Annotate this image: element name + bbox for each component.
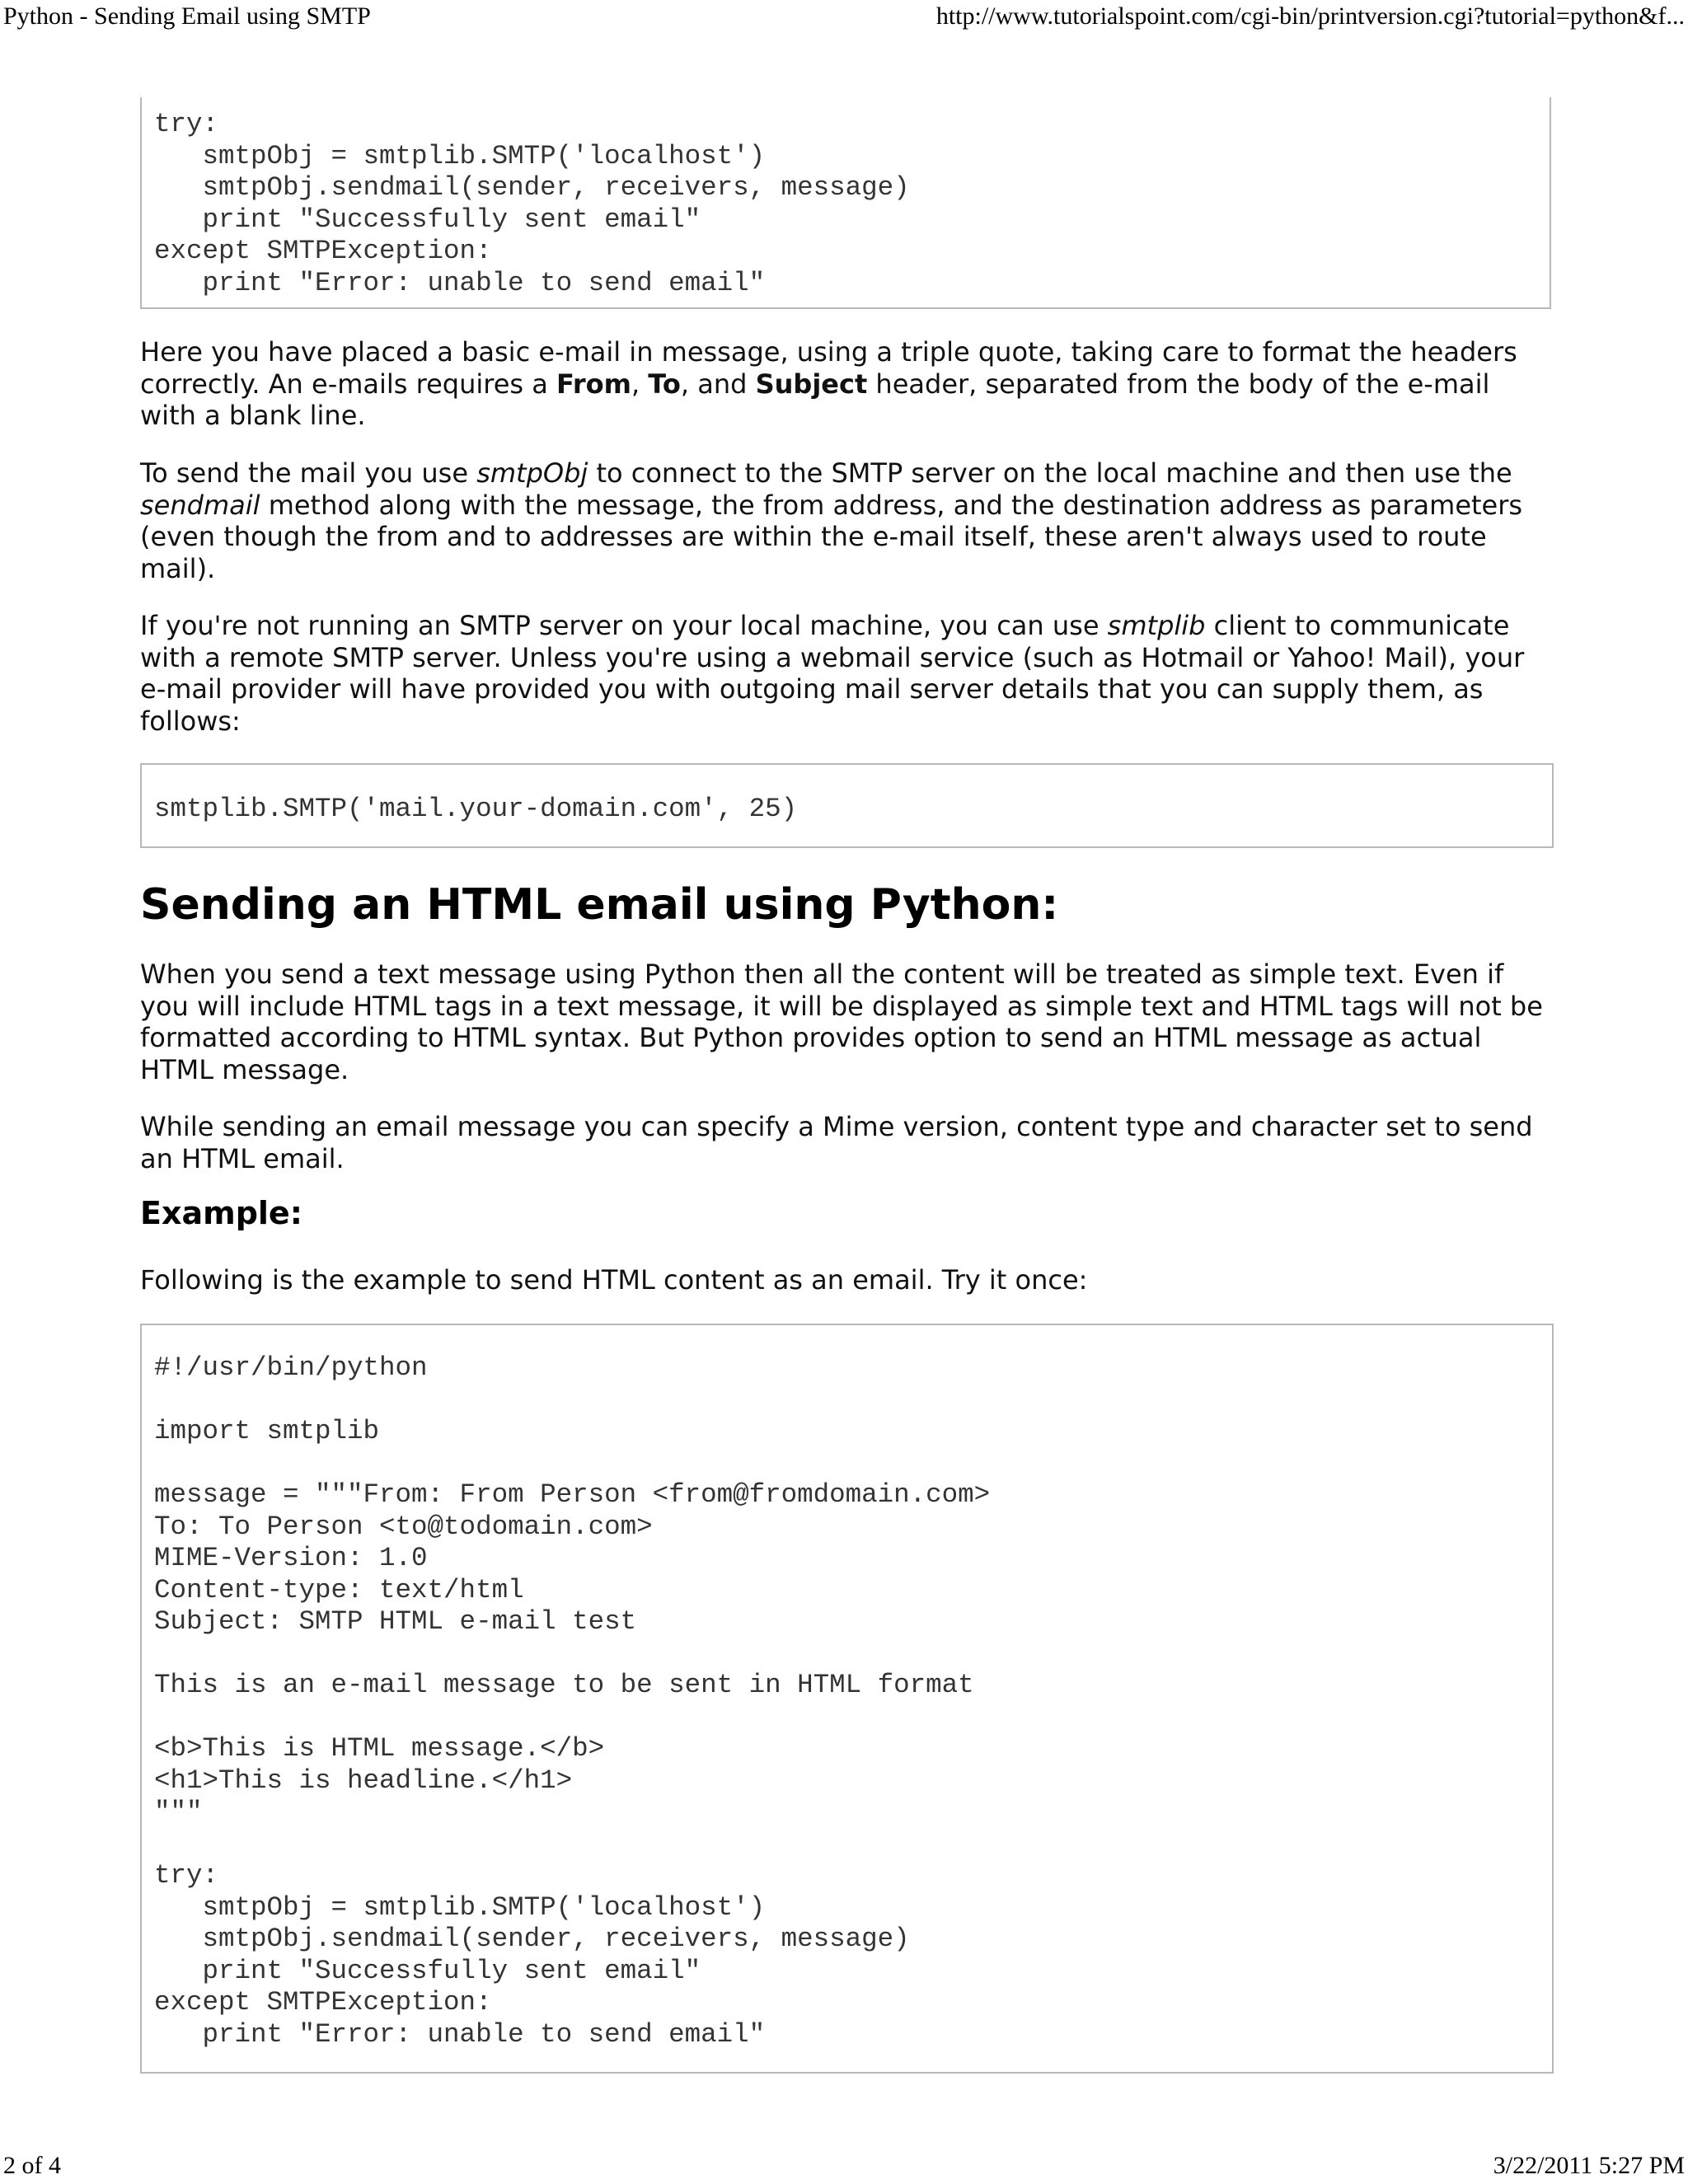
code-block-smtp-remote: [140, 763, 1554, 848]
paragraph-remote-server: If you're not running an SMTP server on your local machine, you can use smtplib client to communicate with a remote SMTP server. Unless you're using a webmail service (such as Hotmail or Yahoo! Mail), your e-mail provider will have provided you with outgoing mail server details that you can supply them, as follows:: [140, 610, 1525, 737]
paragraph-mime: While sending an email message you can specify a Mime version, content type and character set to send an HTML email.: [140, 1111, 1533, 1174]
print-footer: [0, 2151, 1688, 2181]
term-sendmail: sendmail: [140, 489, 260, 521]
keyword-from: From: [556, 368, 631, 400]
paragraph-send-mail: To send the mail you use smtpObj to connect to the SMTP server on the local machine and then use the sendmail method along with the message, the from address, and the destination address as parameters (even though the from and to addresses are within the e-mail itself, these aren't always used to route mail).: [140, 457, 1523, 584]
keyword-to: To: [648, 368, 681, 400]
term-smtpobj: smtpObj: [476, 457, 588, 489]
print-datetime: 3/22/2011 5:27 PM: [1493, 2152, 1685, 2179]
page-url: http://www.tutorialspoint.com/cgi-bin/printversion.cgi?tutorial=python&f...: [935, 2, 1685, 30]
section-heading: Sending an HTML email using Python:: [140, 880, 1059, 930]
keyword-subject: Subject: [755, 368, 868, 400]
paragraph-html-intro: When you send a text message using Python then all the content will be treated as simple text. Even if you will include HTML tags in a text message, it will be displayed as simple text and HTML tags will not be formatted according to HTML syntax. But Python provides option to send an HTML message as actual HTML message.: [140, 958, 1543, 1085]
code-text: smtplib.SMTP('mail.your-domain.com', 25): [154, 794, 798, 824]
example-heading: Example:: [140, 1195, 302, 1231]
term-smtplib: smtplib: [1107, 610, 1206, 641]
page-title: Python - Sending Email using SMTP: [3, 2, 371, 30]
paragraph-example-intro: Following is the example to send HTML content as an email. Try it once:: [140, 1264, 1088, 1296]
page-number: 2 of 4: [3, 2152, 61, 2179]
code-text: try: smtpObj = smtplib.SMTP('localhost') smtpObj.sendmail(sender, receivers, message) print "Successfully sent email" except SMTPException: print "Error: unable to send email": [154, 109, 910, 298]
print-header: [0, 2, 1688, 31]
paragraph-message-headers: Here you have placed a basic e-mail in message, using a triple quote, taking care to format the headers correctly. An e-mails requires a From, To, and Subject header, separated from the body of the e-mail with a blank line.: [140, 336, 1517, 431]
code-block-try-except: [140, 97, 1551, 309]
code-block-html-email: [140, 1324, 1554, 2074]
code-text: #!/usr/bin/python import smtplib message = """From: From Person <from@fromdomain.com> To: To Person <to@todomain.com> MIME-Version: 1.0 Content-type: text/html Subject: SMTP HTML e-mail test This is an e-mail message to be sent in HTML format <b>This is HTML message.</b> <h1>This is headline.</h1> """ try: smtpObj = smtplib.SMTP('localhost') smtpObj.sendmail(sender, receivers, message) print "Successfully sent email" except SMTPException: print "Error: unable to send email": [154, 1352, 991, 2050]
